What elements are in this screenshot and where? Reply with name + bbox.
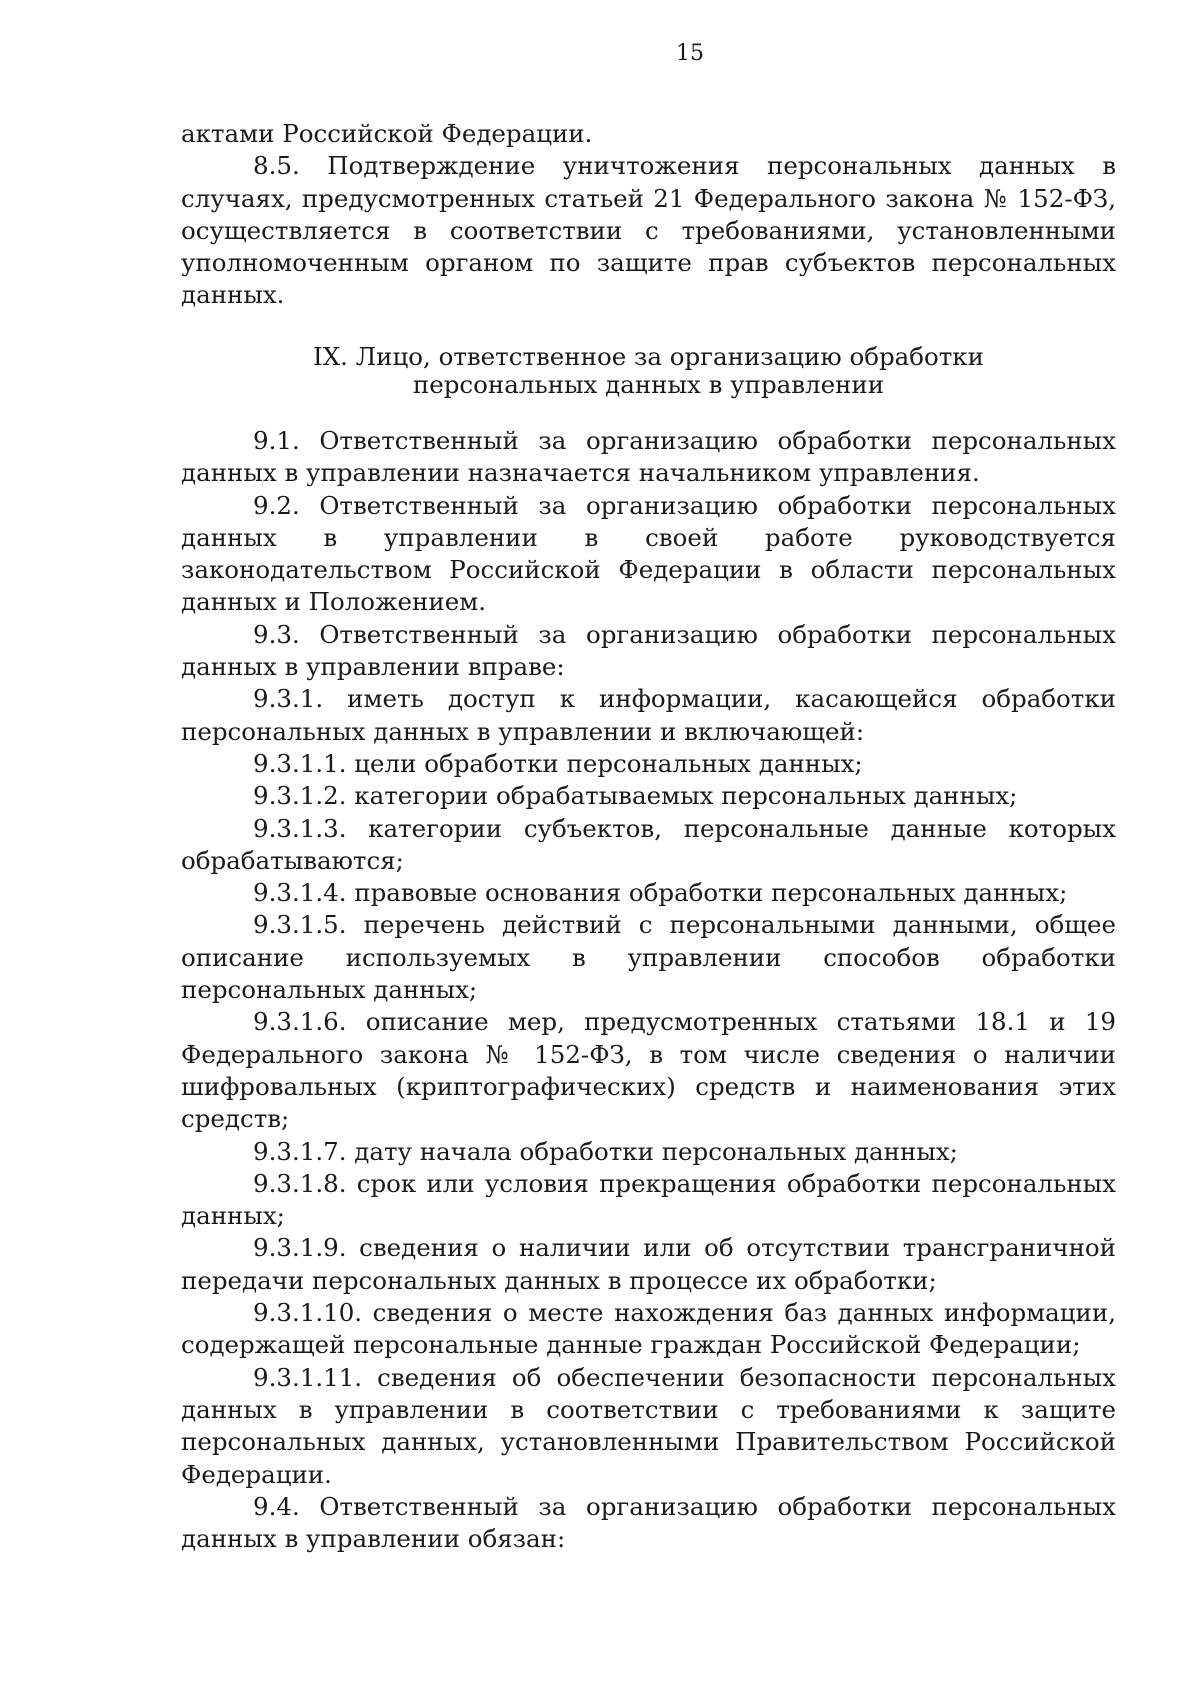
section-heading-line-1: IX. Лицо, ответственное за организацию обработки [313,342,984,371]
section-body [181,425,1116,1555]
page-number: 15 [676,41,704,66]
paragraph-9-3-1-3: 9.3.1.3. категории субъектов, персональные данные которых обрабатываются; [181,813,1116,875]
paragraph-9-3-1-8: 9.3.1.8. срок или условия прекращения обработки персональных данных; [181,1168,1116,1231]
paragraph-9-1: 9.1. Ответственный за организацию обработки персональных данных в управлении назначается начальником управления. [181,426,1116,488]
paragraph-9-3: 9.3. Ответственный за организацию обработки персональных данных в управлении вправе: [181,619,1116,682]
section-heading [181,343,1116,399]
paragraph-9-3-1-11: 9.3.1.11. сведения об обеспечении безопасности персональных данных в управлении в соответствии с требованиями к защите персональных данных, установленными Правительством Российской Федерации. [181,1362,1116,1489]
paragraph-9-3-1-9: 9.3.1.9. сведения о наличии или об отсутствии трансграничной передачи персональных данных в процессе их обработки; [181,1233,1116,1295]
paragraph-9-3-1-5: 9.3.1.5. перечень действий с персональными данными, общее описание используемых в управлении способов обработки персональных данных; [181,910,1116,1005]
top-text-block [181,118,1116,312]
paragraph-9-4: 9.4. Ответственный за организацию обработки персональных данных в управлении обязан: [181,1491,1116,1554]
paragraph-9-3-1-10: 9.3.1.10. сведения о месте нахождения баз данных информации, содержащей персональные данные граждан Российской Федерации; [181,1298,1116,1360]
paragraph-8-5: 8.5. Подтверждение уничтожения персональных данных в случаях, предусмотренных статьей 21 Федерального закона № 152-ФЗ, осуществляется в соответствии с требованиями, установленными уполномоченным органом по защите прав субъектов персональных данных. [181,151,1116,310]
paragraph-9-2: 9.2. Ответственный за организацию обработки персональных данных в управлении в своей работе руководствуется законодательством Российской Федерации в области персональных данных и Положением. [181,490,1116,617]
paragraph-9-3-1: 9.3.1. иметь доступ к информации, касающейся обработки персональных данных в управлении и включающей: [181,684,1116,746]
paragraph-9-3-1-1: 9.3.1.1. цели обработки персональных данных; [253,748,863,778]
paragraph-9-3-1-4: 9.3.1.4. правовые основания обработки персональных данных; [253,878,1068,908]
paragraph-9-3-1-6: 9.3.1.6. описание мер, предусмотренных статьями 18.1 и 19 Федерального закона № 152-ФЗ, в том числе сведения о наличии шифровальных (криптографических) средств и наименования этих средств; [181,1007,1116,1134]
paragraph-9-3-1-7: 9.3.1.7. дату начала обработки персональных данных; [253,1136,958,1166]
paragraph-9-3-1-2: 9.3.1.2. категории обрабатываемых персональных данных; [253,781,1018,811]
paragraph-continuation: актами Российской Федерации. [181,119,593,148]
section-heading-line-2: персональных данных в управлении [412,370,885,399]
